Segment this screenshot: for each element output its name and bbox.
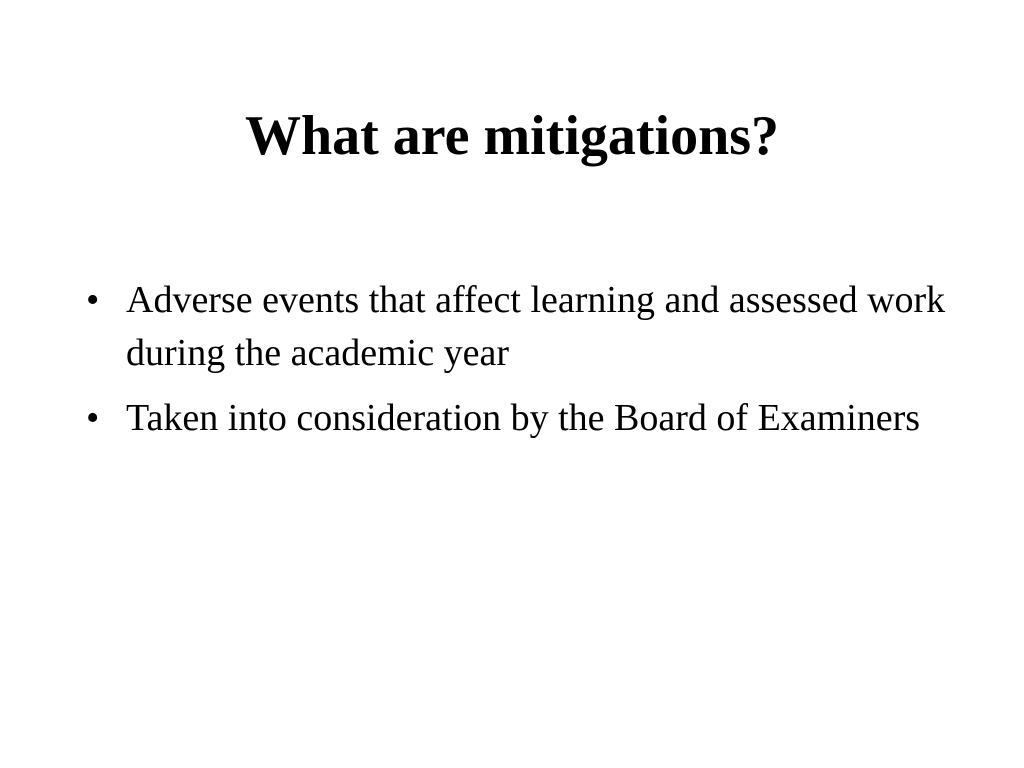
slide-title: What are mitigations? bbox=[244, 105, 780, 167]
bullet-marker: • bbox=[86, 397, 100, 439]
bullet-marker: • bbox=[86, 279, 100, 321]
bullet-list bbox=[86, 274, 946, 457]
bullet-text: Adverse events that affect learning and assessed work during the academic year bbox=[126, 279, 946, 374]
bullet-item bbox=[86, 392, 946, 445]
bullet-text: Taken into consideration by the Board of Examiners bbox=[126, 397, 921, 439]
bullet-item bbox=[86, 274, 946, 380]
